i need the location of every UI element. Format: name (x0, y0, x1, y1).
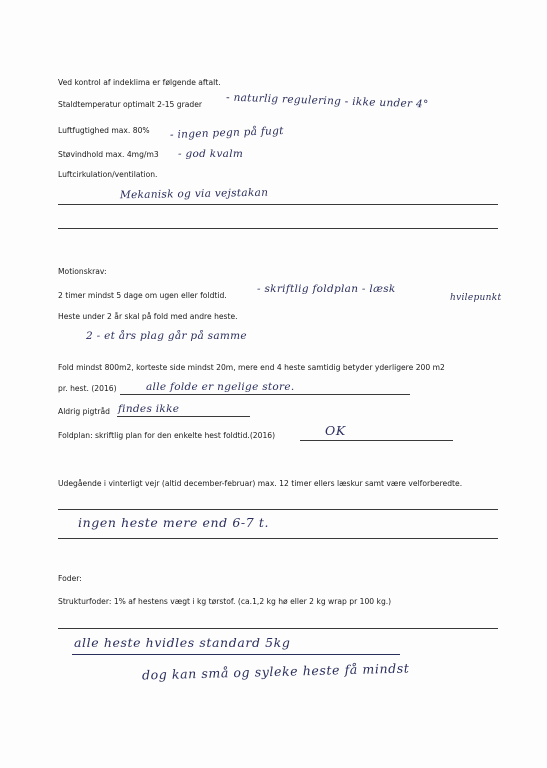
luftfugtighed-label: Luftfugtighed max. 80% (58, 126, 150, 135)
pigtrad-handwriting: findes ikke (118, 403, 180, 415)
answer-line (58, 628, 498, 629)
luftcirkulation-label: Luftcirkulation/ventilation. (58, 170, 158, 179)
stovindhold-label: Støvindhold max. 4mg/m3 (58, 150, 159, 159)
staldtemperatur-label: Staldtemperatur optimalt 2-15 grader (58, 100, 202, 109)
fold-label: Fold mindst 800m2, korteste side mindst 20m, mere end 4 heste samtidig betyder yderligere 200 m2 (58, 363, 445, 372)
motionskrav-1-label: 2 timer mindst 5 dage om ugen eller foldtid. (58, 291, 227, 300)
foldplan-handwriting: OK (325, 423, 346, 438)
answer-line (58, 228, 498, 229)
strukturfoder-label: Strukturfoder: 1% af hestens vægt i kg tørstof. (ca.1,2 kg hø eller 2 kg wrap pr 100 kg.) (58, 597, 392, 606)
luftfugtighed-handwriting: - ingen pegn på fugt (169, 125, 284, 141)
motionskrav-heading: Motionskrav: (58, 267, 107, 276)
intro-text: Ved kontrol af indeklima er følgende aftalt. (58, 78, 221, 87)
motionskrav-1-handwriting-2: hvilepunkt (450, 293, 502, 303)
foder-handwriting-2: dog kan små og syleke heste få mindst (141, 660, 410, 683)
answer-line (120, 394, 410, 395)
answer-line (58, 509, 498, 510)
foldplan-label: Foldplan: skriftlig plan for den enkelte hest foldtid.(2016) (58, 431, 276, 440)
motionskrav-1-handwriting: - skriftlig foldplan - læsk (257, 283, 396, 295)
staldtemperatur-handwriting: - naturlig regulering - ikke under 4° (225, 91, 429, 111)
foder-heading: Foder: (58, 574, 82, 583)
underline-stroke (72, 654, 400, 655)
answer-line (300, 440, 453, 441)
answer-line (117, 416, 250, 417)
motionskrav-2-label: Heste under 2 år skal på fold med andre heste. (58, 312, 238, 321)
vejr-handwriting: ingen heste mere end 6-7 t. (78, 515, 270, 530)
answer-line (58, 204, 498, 205)
pr-hest-label: pr. hest. (2016) (58, 384, 117, 393)
stovindhold-handwriting: - god kvalm (178, 148, 244, 160)
answer-line (58, 538, 498, 539)
motionskrav-2-handwriting: 2 - et års plag går på samme (86, 330, 247, 342)
luftcirkulation-handwriting: Mekanisk og via vejstakan (119, 186, 269, 202)
foder-handwriting-1: alle heste hvidles standard 5kg (74, 635, 291, 650)
vejr-label: Udegående i vinterligt vejr (altid december-februar) max. 12 timer ellers læskur samt være velforberedte. (58, 479, 463, 488)
pr-hest-handwriting: alle folde er ngelige store. (146, 381, 295, 393)
pigtrad-label: Aldrig pigtråd (58, 407, 110, 416)
